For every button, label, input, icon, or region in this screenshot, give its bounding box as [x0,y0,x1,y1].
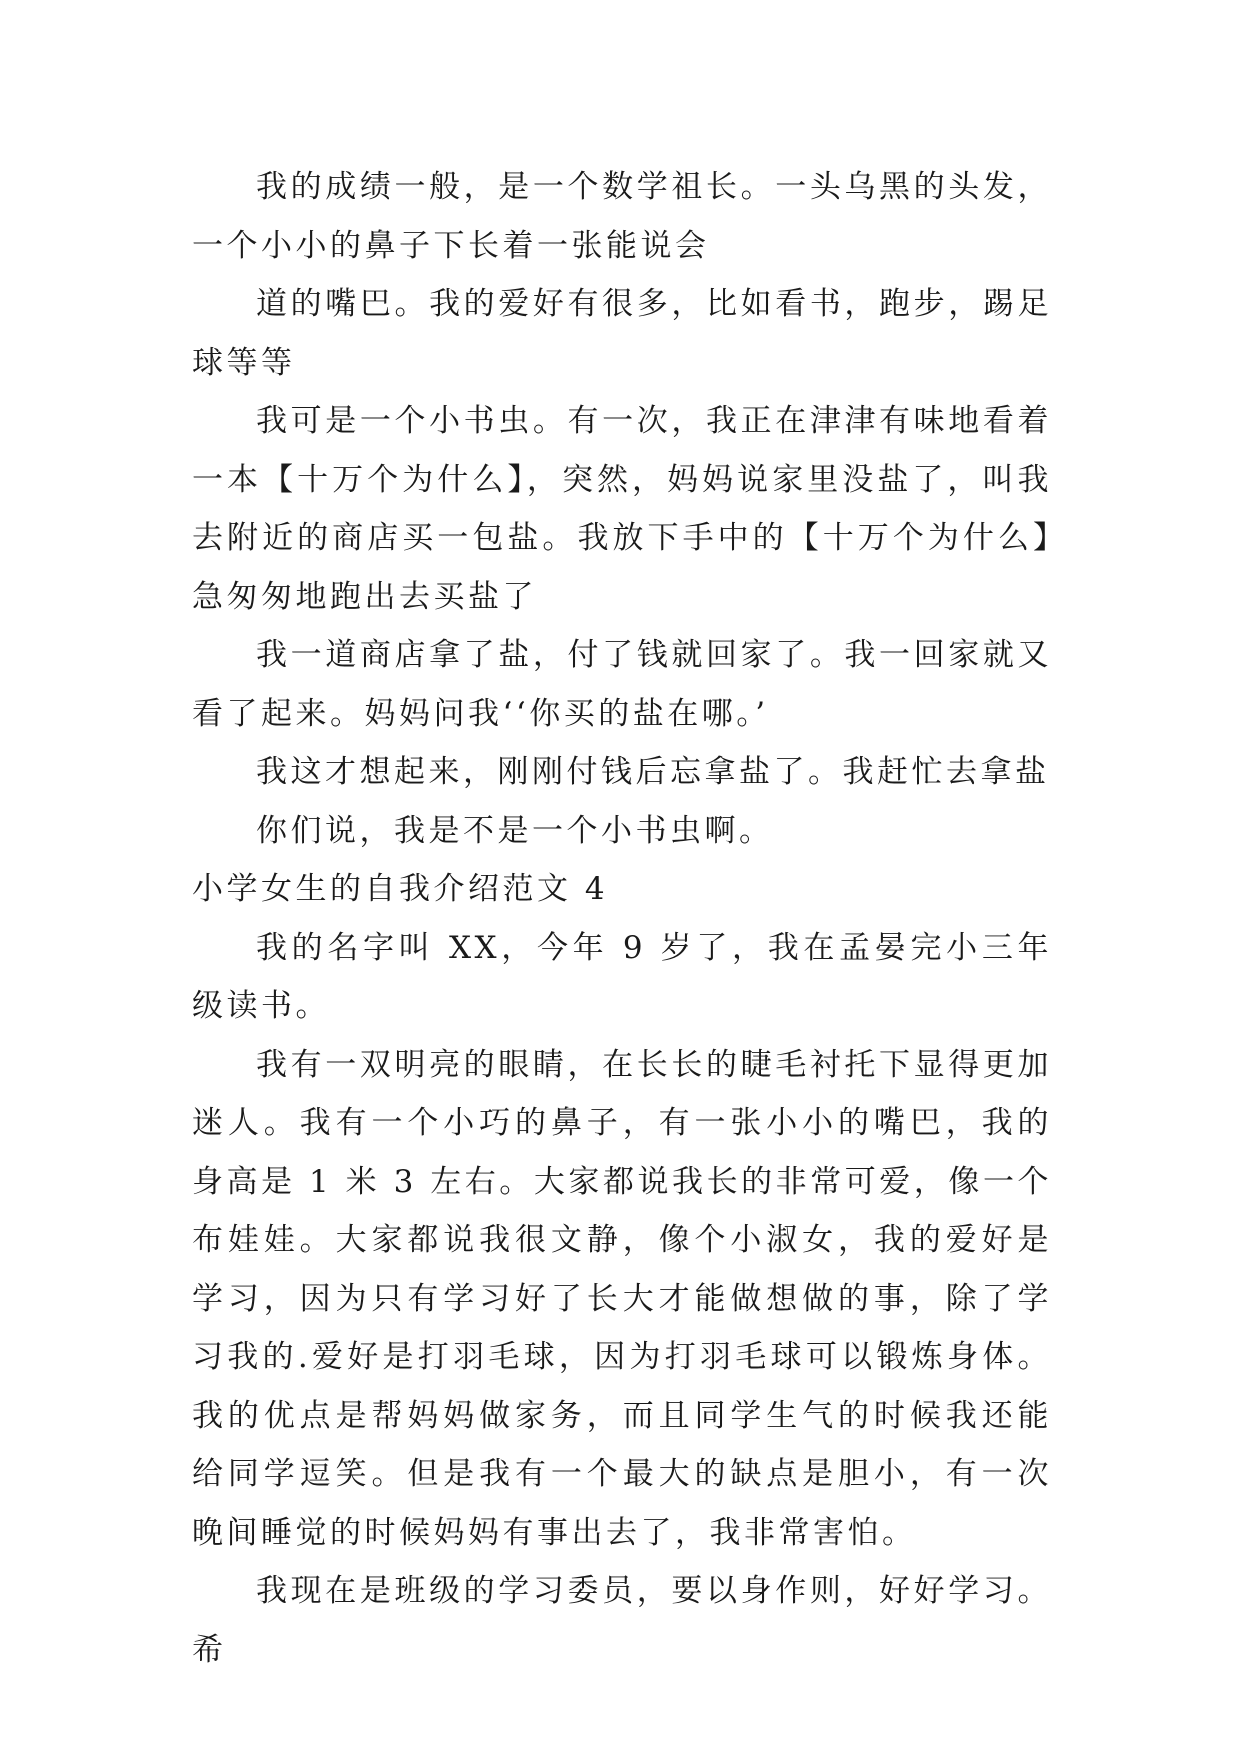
paragraph: 我一道商店拿了盐，付了钱就回家了。我一回家就又看了起来。妈妈问我‘‘你买的盐在哪。’ [192,637,1052,732]
paragraph: 你们说，我是不是一个小书虫啊。 [256,812,774,849]
paragraph: 我这才想起来，刚刚付钱后忘拿盐了。我赶忙去拿盐 [256,754,1050,790]
paragraph: 我的成绩一般，是一个数学祖长。一头乌黑的头发，一个小小的鼻子下长着一张能说会 [192,169,1052,264]
paragraph: 我有一双明亮的眼睛，在长长的睫毛衬托下显得更加迷人。我有一个小巧的鼻子，有一张小小的嘴巴，我的身高是 1 米 3 左右。大家都说我长的非常可爱，像一个布娃娃。大家都说我很文静，像个小淑女，我的爱好是学习，因为只有学习好了长大才能做想做的事，除了学习我的.爱好是打羽毛球，因为打羽毛球可以锻炼身体。我的优点是帮妈妈做家务，而且同学生气的时候我还能给同学逗笑。但是我有一个最大的缺点是胆小，有一次晚间睡觉的时候妈妈有事出去了，我非常害怕。 [192,1046,1052,1551]
paragraph: 我的名字叫 XX，今年 9 岁了，我在孟晏完小三年级读书。 [192,929,1052,1024]
paragraph: 我现在是班级的学习委员，要以身作则，好好学习。希 [192,1573,1052,1668]
document-body [192,158,1052,1679]
section-title: 小学女生的自我介绍范文 4 [192,871,609,907]
paragraph: 我可是一个小书虫。有一次，我正在津津有味地看着一本【十万个为什么】，突然，妈妈说家里没盐了，叫我去附近的商店买一包盐。我放下手中的【十万个为什么】急匆匆地跑出去买盐了 [192,403,1052,615]
paragraph: 道的嘴巴。我的爱好有很多，比如看书，跑步，踢足球等等 [192,286,1052,381]
